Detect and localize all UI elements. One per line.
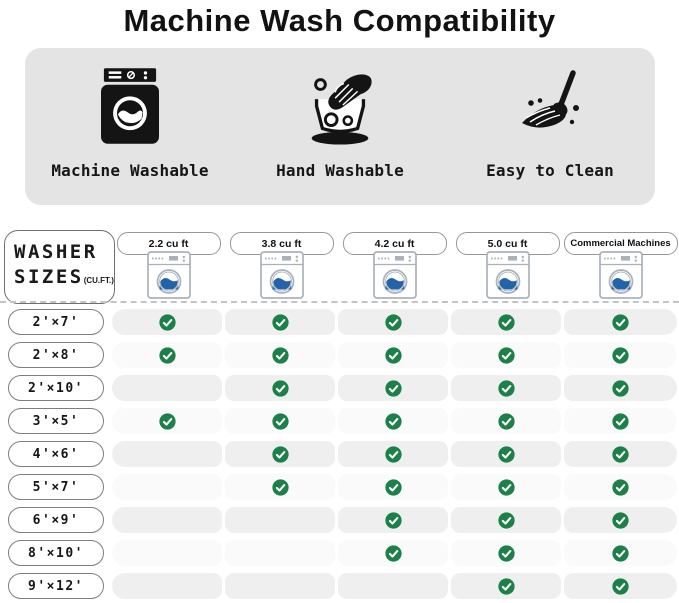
check-icon: [385, 479, 402, 496]
row-size-pill: [8, 408, 104, 434]
row-size-pill: [8, 507, 104, 533]
washing-machine-icon: [101, 60, 159, 152]
compatibility-cell: [338, 474, 448, 500]
legend-label: Easy to Clean: [486, 161, 614, 180]
check-icon: [159, 413, 176, 430]
check-icon: [498, 446, 515, 463]
row-size-label: 2'×10': [28, 380, 84, 396]
compatibility-cell: [112, 441, 222, 467]
compatibility-cell: [225, 408, 335, 434]
compatibility-cell: [112, 540, 222, 566]
compatibility-cell: [451, 540, 561, 566]
check-icon: [272, 413, 289, 430]
compatibility-cell: [338, 375, 448, 401]
legend-item-machine-washable: [25, 48, 235, 205]
compatibility-cell: [451, 573, 561, 599]
compatibility-cell: [112, 507, 222, 533]
check-icon: [272, 479, 289, 496]
row-size-label: 2'×7': [32, 314, 80, 330]
check-icon: [612, 545, 629, 562]
column-header: [225, 232, 338, 300]
column-header: [564, 232, 677, 300]
column-size-label: 2.2 cu ft: [148, 237, 189, 250]
row-size-pill: [8, 342, 104, 368]
check-icon: [612, 479, 629, 496]
compatibility-cell: [564, 342, 677, 368]
compatibility-cell: [338, 507, 448, 533]
table-row: [0, 309, 679, 335]
check-icon: [385, 314, 402, 331]
check-icon: [385, 347, 402, 364]
check-icon: [385, 380, 402, 397]
check-icon: [385, 413, 402, 430]
legend-item-easy-to-clean: [445, 48, 655, 205]
compatibility-cell: [564, 441, 677, 467]
compatibility-cell: [338, 573, 448, 599]
compatibility-cell: [225, 441, 335, 467]
row-size-pill: [8, 540, 104, 566]
compatibility-cell: [225, 342, 335, 368]
check-icon: [612, 314, 629, 331]
compatibility-cell: [225, 573, 335, 599]
compatibility-cell: [338, 540, 448, 566]
table-row: [0, 573, 679, 599]
row-size-label: 3'×5': [32, 413, 80, 429]
compatibility-cell: [338, 408, 448, 434]
washer-machine-icon: [260, 251, 304, 299]
row-size-label: 4'×6': [32, 446, 80, 462]
washer-sizes-label-line1: WASHER: [14, 241, 98, 263]
table-row: [0, 342, 679, 368]
compatibility-cell: [451, 507, 561, 533]
table-row: [0, 474, 679, 500]
compatibility-cell: [564, 573, 677, 599]
washer-sizes-label-line2: SIZES(CU.FT.): [14, 266, 114, 288]
row-size-label: 6'×9': [32, 512, 80, 528]
row-size-pill: [8, 375, 104, 401]
compatibility-cell: [451, 441, 561, 467]
broom-icon: [510, 60, 590, 152]
check-icon: [498, 512, 515, 529]
column-size-label: Commercial Machines: [570, 238, 671, 249]
legend-label: Hand Washable: [276, 161, 404, 180]
compatibility-cell: [338, 309, 448, 335]
legend-label: Machine Washable: [51, 161, 209, 180]
row-size-pill: [8, 573, 104, 599]
washer-sizes-unit: (CU.FT.): [83, 276, 114, 285]
check-icon: [498, 545, 515, 562]
washer-machine-icon: [147, 251, 191, 299]
compatibility-cell: [451, 375, 561, 401]
column-header: [451, 232, 564, 300]
compatibility-cell: [451, 342, 561, 368]
row-size-label: 9'×12': [28, 578, 84, 594]
check-icon: [159, 314, 176, 331]
row-size-label: 2'×8': [32, 347, 80, 363]
row-size-label: 5'×7': [32, 479, 80, 495]
column-size-label: 5.0 cu ft: [487, 237, 528, 250]
table-row: [0, 540, 679, 566]
compatibility-cell: [564, 474, 677, 500]
compatibility-cell: [112, 342, 222, 368]
check-icon: [612, 446, 629, 463]
compatibility-cell: [112, 309, 222, 335]
compatibility-cell: [338, 441, 448, 467]
row-size-label: 8'×10': [28, 545, 84, 561]
table-row: [0, 375, 679, 401]
page-title: Machine Wash Compatibility: [123, 3, 556, 38]
check-icon: [498, 380, 515, 397]
check-icon: [159, 347, 176, 364]
compatibility-cell: [225, 474, 335, 500]
check-icon: [498, 347, 515, 364]
washer-machine-icon: [486, 251, 530, 299]
check-icon: [385, 446, 402, 463]
check-icon: [385, 512, 402, 529]
check-icon: [272, 347, 289, 364]
row-size-pill: [8, 309, 104, 335]
compatibility-cell: [338, 342, 448, 368]
compatibility-cell: [451, 309, 561, 335]
compatibility-cell: [112, 408, 222, 434]
check-icon: [498, 413, 515, 430]
compatibility-cell: [225, 540, 335, 566]
compatibility-cell: [112, 375, 222, 401]
column-header: [112, 232, 225, 300]
check-icon: [612, 413, 629, 430]
row-size-pill: [8, 474, 104, 500]
compatibility-cell: [451, 408, 561, 434]
hand-wash-icon: [296, 60, 384, 152]
compatibility-cell: [225, 375, 335, 401]
compatibility-cell: [564, 309, 677, 335]
legend-item-hand-washable: [235, 48, 445, 205]
care-legend-panel: [25, 48, 655, 205]
compatibility-cell: [564, 375, 677, 401]
row-size-pill: [8, 441, 104, 467]
check-icon: [612, 512, 629, 529]
check-icon: [385, 545, 402, 562]
washer-sizes-corner-box: [4, 230, 115, 304]
compatibility-cell: [112, 573, 222, 599]
check-icon: [498, 578, 515, 595]
table-row: [0, 441, 679, 467]
table-row: [0, 507, 679, 533]
header-dashed-divider: [0, 301, 679, 303]
check-icon: [498, 314, 515, 331]
compatibility-cell: [112, 474, 222, 500]
column-size-label: 4.2 cu ft: [374, 237, 415, 250]
compatibility-cell: [564, 507, 677, 533]
compatibility-cell: [225, 507, 335, 533]
compatibility-cell: [564, 408, 677, 434]
check-icon: [498, 479, 515, 496]
check-icon: [272, 314, 289, 331]
compatibility-cell: [451, 474, 561, 500]
washer-machine-icon: [373, 251, 417, 299]
table-row: [0, 408, 679, 434]
compatibility-cell: [225, 309, 335, 335]
column-size-label: 3.8 cu ft: [261, 237, 302, 250]
check-icon: [612, 347, 629, 364]
check-icon: [612, 380, 629, 397]
column-header: [338, 232, 451, 300]
check-icon: [272, 446, 289, 463]
check-icon: [272, 380, 289, 397]
check-icon: [612, 578, 629, 595]
compatibility-cell: [564, 540, 677, 566]
washer-machine-icon: [599, 251, 643, 299]
